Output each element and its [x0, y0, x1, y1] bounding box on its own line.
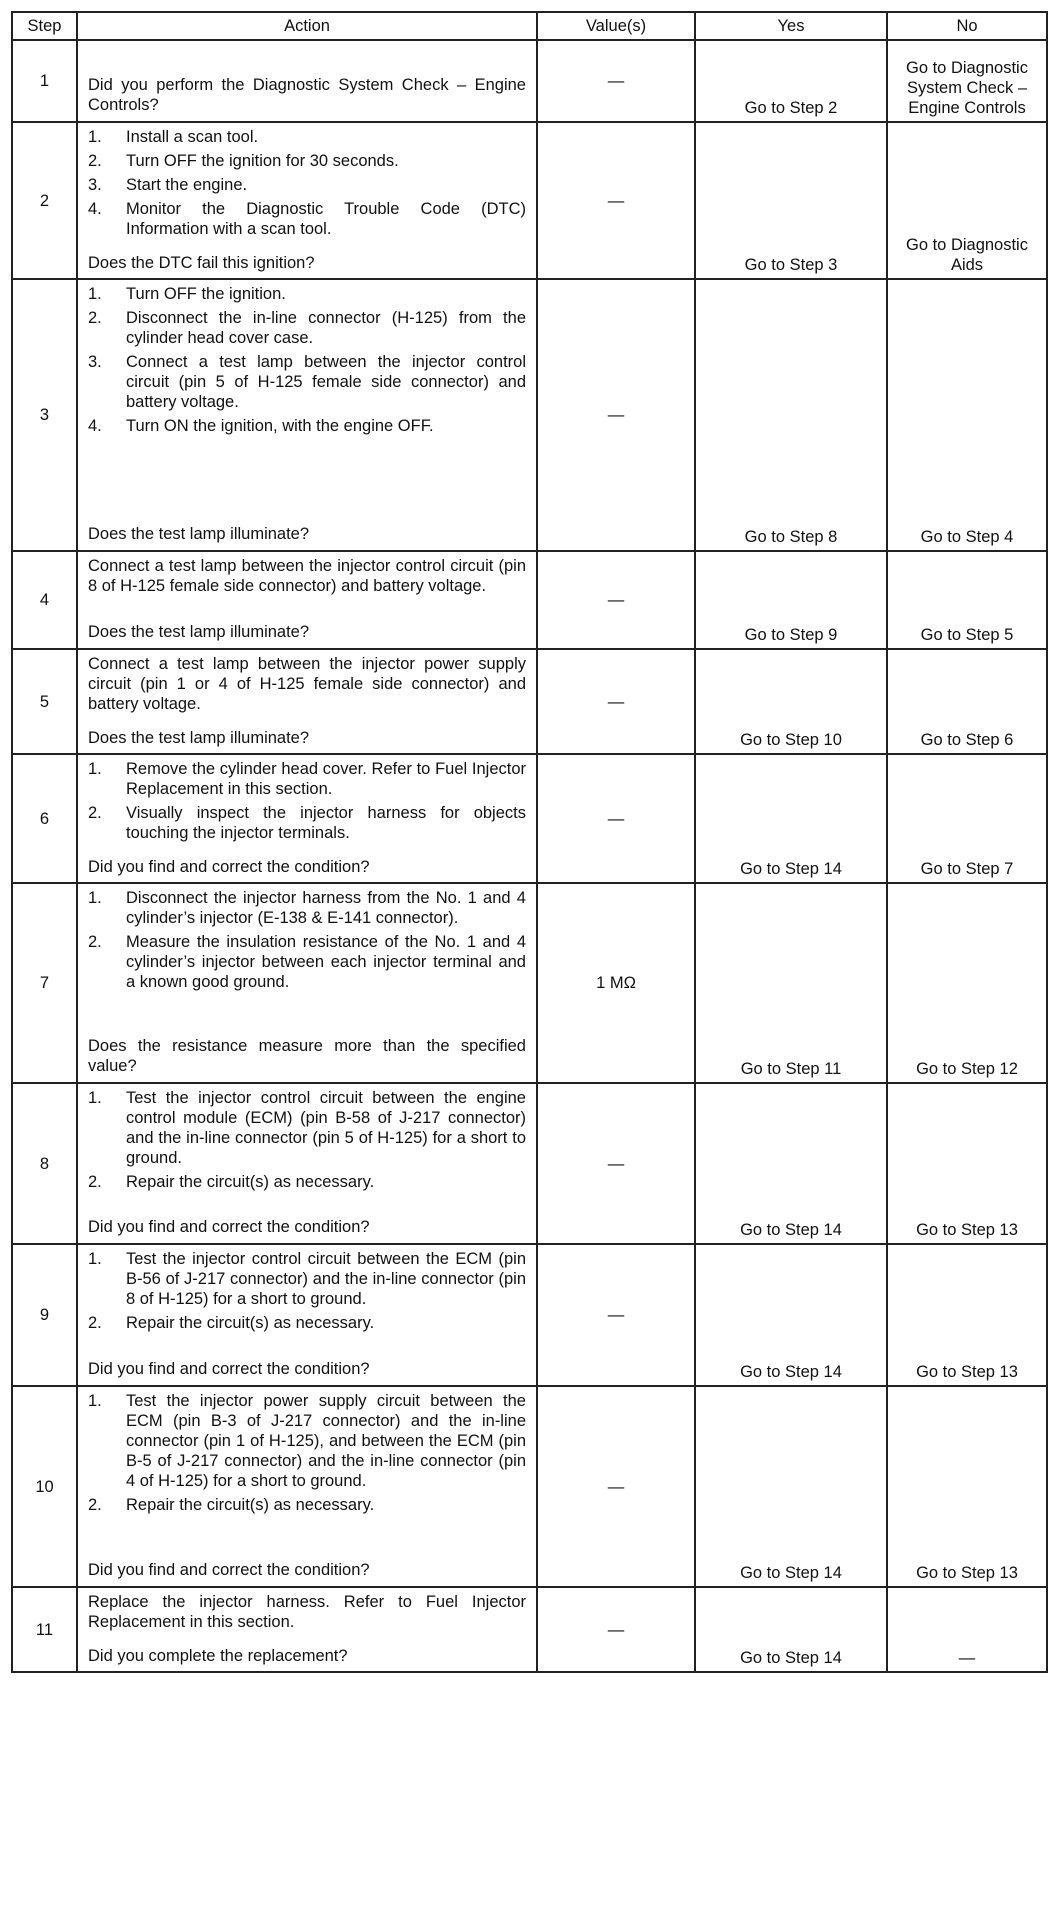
procedure-item [88, 888, 526, 928]
procedure-item-text: Start the engine. [126, 176, 248, 194]
action-text: Replace the injector harness. Refer to Fuel Injector Replacement in this section. [88, 1593, 526, 1631]
step-number: 11 [12, 1587, 77, 1672]
procedure-item-text: Monitor the Diagnostic Trouble Code (DTC) Information with a scan tool. [126, 200, 526, 238]
procedure-item-number: 1. [88, 128, 102, 146]
procedure-item-number: 1. [88, 889, 102, 907]
no-cell: Go to Step 6 [887, 649, 1047, 754]
table-row [12, 1386, 1047, 1587]
procedure-item-text: Remove the cylinder head cover. Refer to Fuel Injector Replacement in this section. [126, 760, 526, 798]
procedure-list [88, 1249, 526, 1333]
yes-cell: Go to Step 14 [695, 754, 887, 883]
yes-cell: Go to Step 14 [695, 1244, 887, 1386]
table-row [12, 40, 1047, 122]
no-cell: Go to Step 12 [887, 883, 1047, 1083]
action-cell [77, 754, 537, 883]
procedure-item-number: 1. [88, 285, 102, 303]
table-row [12, 883, 1047, 1083]
procedure-item-text: Repair the circuit(s) as necessary. [126, 1496, 375, 1514]
yes-cell: Go to Step 2 [695, 40, 887, 122]
procedure-item-text: Disconnect the in-line connector (H-125) from the cylinder head cover case. [126, 309, 526, 347]
procedure-item [88, 932, 526, 992]
procedure-item-text: Connect a test lamp between the injector control circuit (pin 5 of H-125 female side connector) and battery voltage. [126, 353, 526, 411]
table-row [12, 649, 1047, 754]
value-cell: — [537, 1244, 695, 1386]
yes-cell: Go to Step 10 [695, 649, 887, 754]
procedure-item-text: Test the injector control circuit between the engine control module (ECM) (pin B-58 of J-217 connector) and the in-line connector (pin 5 of H-125) for a short to ground. [126, 1089, 526, 1167]
procedure-item-number: 1. [88, 1089, 102, 1107]
value-cell: — [537, 40, 695, 122]
procedure-item [88, 1249, 526, 1309]
header-no: No [887, 12, 1047, 40]
no-cell: — [887, 1587, 1047, 1672]
action-cell [77, 883, 537, 1083]
procedure-item-number: 2. [88, 1173, 102, 1191]
procedure-list [88, 1088, 526, 1192]
table-body [12, 40, 1047, 1672]
action-cell [77, 40, 537, 122]
header-step: Step [12, 12, 77, 40]
procedure-item-text: Disconnect the injector harness from the No. 1 and 4 cylinder’s injector (E-138 & E-141 connector). [126, 889, 526, 927]
no-cell: Go to Step 7 [887, 754, 1047, 883]
procedure-item-text: Turn OFF the ignition. [126, 285, 286, 303]
procedure-item-text: Repair the circuit(s) as necessary. [126, 1314, 375, 1332]
procedure-item-number: 1. [88, 1392, 102, 1410]
step-number: 4 [12, 551, 77, 649]
procedure-item-number: 2. [88, 152, 102, 170]
step-number: 3 [12, 279, 77, 551]
value-cell: — [537, 649, 695, 754]
no-cell: Go to Diagnostic System Check – Engine Controls [887, 40, 1047, 122]
action-question: Did you find and correct the condition? [88, 1360, 370, 1378]
value-cell: — [537, 1083, 695, 1244]
table-row [12, 122, 1047, 279]
procedure-item-number: 4. [88, 417, 102, 435]
step-number: 6 [12, 754, 77, 883]
procedure-item [88, 308, 526, 348]
action-question: Does the test lamp illuminate? [88, 729, 310, 747]
step-number: 5 [12, 649, 77, 754]
header-action: Action [77, 12, 537, 40]
no-cell: Go to Step 13 [887, 1083, 1047, 1244]
yes-cell: Go to Step 14 [695, 1083, 887, 1244]
action-question: Does the test lamp illuminate? [88, 623, 310, 641]
action-question: Did you find and correct the condition? [88, 1218, 370, 1236]
value-cell: — [537, 122, 695, 279]
step-number: 2 [12, 122, 77, 279]
no-cell: Go to Diagnostic Aids [887, 122, 1047, 279]
action-cell [77, 551, 537, 649]
header-values: Value(s) [537, 12, 695, 40]
no-cell: Go to Step 13 [887, 1386, 1047, 1587]
no-cell: Go to Step 13 [887, 1244, 1047, 1386]
procedure-item-text: Test the injector power supply circuit between the ECM (pin B-3 of J-217 connector) and the in-line connector (pin 1 of H-125), and between the ECM (pin B-5 of J-217 connector) and the in-line connector (pin 4 of H-125) for a short to ground. [126, 1392, 526, 1490]
yes-cell: Go to Step 11 [695, 883, 887, 1083]
procedure-item-text: Turn OFF the ignition for 30 seconds. [126, 152, 399, 170]
procedure-item [88, 1088, 526, 1168]
step-number: 8 [12, 1083, 77, 1244]
value-cell: — [537, 551, 695, 649]
procedure-item [88, 151, 526, 171]
procedure-item-number: 2. [88, 933, 102, 951]
value-cell: 1 MΩ [537, 883, 695, 1083]
procedure-item-number: 2. [88, 804, 102, 822]
action-question: Does the test lamp illuminate? [88, 525, 310, 543]
procedure-item-number: 3. [88, 176, 102, 194]
procedure-list [88, 284, 526, 436]
procedure-item [88, 352, 526, 412]
yes-cell: Go to Step 14 [695, 1386, 887, 1587]
table-row [12, 1083, 1047, 1244]
action-question: Did you complete the replacement? [88, 1647, 348, 1665]
action-cell [77, 1244, 537, 1386]
procedure-item [88, 759, 526, 799]
procedure-item-text: Install a scan tool. [126, 128, 259, 146]
procedure-list [88, 759, 526, 843]
procedure-list [88, 1391, 526, 1515]
procedure-item-number: 4. [88, 200, 102, 218]
procedure-item-text: Test the injector control circuit between the ECM (pin B-56 of J-217 connector) and the in-line connector (pin 8 of H-125) for a short to ground. [126, 1250, 526, 1308]
action-cell [77, 279, 537, 551]
action-cell [77, 1587, 537, 1672]
header-yes: Yes [695, 12, 887, 40]
procedure-item [88, 199, 526, 239]
table-row [12, 551, 1047, 649]
procedure-item-text: Measure the insulation resistance of the No. 1 and 4 cylinder’s injector between each injector terminal and a known good ground. [126, 933, 526, 991]
procedure-item [88, 1391, 526, 1491]
header-row [12, 12, 1047, 40]
procedure-item [88, 1313, 526, 1333]
action-cell [77, 649, 537, 754]
table-row [12, 1244, 1047, 1386]
procedure-item-text: Turn ON the ignition, with the engine OFF. [126, 417, 434, 435]
action-question: Does the resistance measure more than the specified value? [88, 1037, 526, 1075]
action-text: Connect a test lamp between the injector power supply circuit (pin 1 or 4 of H-125 female side connector) and battery voltage. [88, 655, 526, 713]
procedure-item-number: 2. [88, 1314, 102, 1332]
action-question: Does the DTC fail this ignition? [88, 254, 315, 272]
action-question: Did you perform the Diagnostic System Check – Engine Controls? [88, 76, 526, 114]
procedure-item-text: Repair the circuit(s) as necessary. [126, 1173, 375, 1191]
diagnostic-page [11, 11, 1046, 1673]
procedure-item [88, 416, 526, 436]
procedure-item [88, 1495, 526, 1515]
action-question: Did you find and correct the condition? [88, 1561, 370, 1579]
action-cell [77, 1083, 537, 1244]
action-cell [77, 122, 537, 279]
procedure-item [88, 284, 526, 304]
step-number: 9 [12, 1244, 77, 1386]
no-cell: Go to Step 5 [887, 551, 1047, 649]
step-number: 7 [12, 883, 77, 1083]
table-row [12, 1587, 1047, 1672]
step-number: 10 [12, 1386, 77, 1587]
procedure-item [88, 175, 526, 195]
procedure-item-text: Visually inspect the injector harness for objects touching the injector terminals. [126, 804, 526, 842]
procedure-list [88, 888, 526, 992]
procedure-list [88, 127, 526, 239]
action-text: Connect a test lamp between the injector control circuit (pin 8 of H-125 female side connector) and battery voltage. [88, 557, 526, 595]
value-cell: — [537, 754, 695, 883]
table-row [12, 754, 1047, 883]
diagnostic-table [11, 11, 1048, 1673]
value-cell: — [537, 1587, 695, 1672]
procedure-item [88, 127, 526, 147]
procedure-item-number: 2. [88, 1496, 102, 1514]
procedure-item-number: 1. [88, 760, 102, 778]
procedure-item-number: 1. [88, 1250, 102, 1268]
procedure-item-number: 3. [88, 353, 102, 371]
procedure-item-number: 2. [88, 309, 102, 327]
value-cell: — [537, 1386, 695, 1587]
action-cell [77, 1386, 537, 1587]
value-cell: — [537, 279, 695, 551]
yes-cell: Go to Step 8 [695, 279, 887, 551]
no-cell: Go to Step 4 [887, 279, 1047, 551]
action-question: Did you find and correct the condition? [88, 858, 370, 876]
yes-cell: Go to Step 9 [695, 551, 887, 649]
table-row [12, 279, 1047, 551]
yes-cell: Go to Step 14 [695, 1587, 887, 1672]
procedure-item [88, 1172, 526, 1192]
step-number: 1 [12, 40, 77, 122]
yes-cell: Go to Step 3 [695, 122, 887, 279]
procedure-item [88, 803, 526, 843]
